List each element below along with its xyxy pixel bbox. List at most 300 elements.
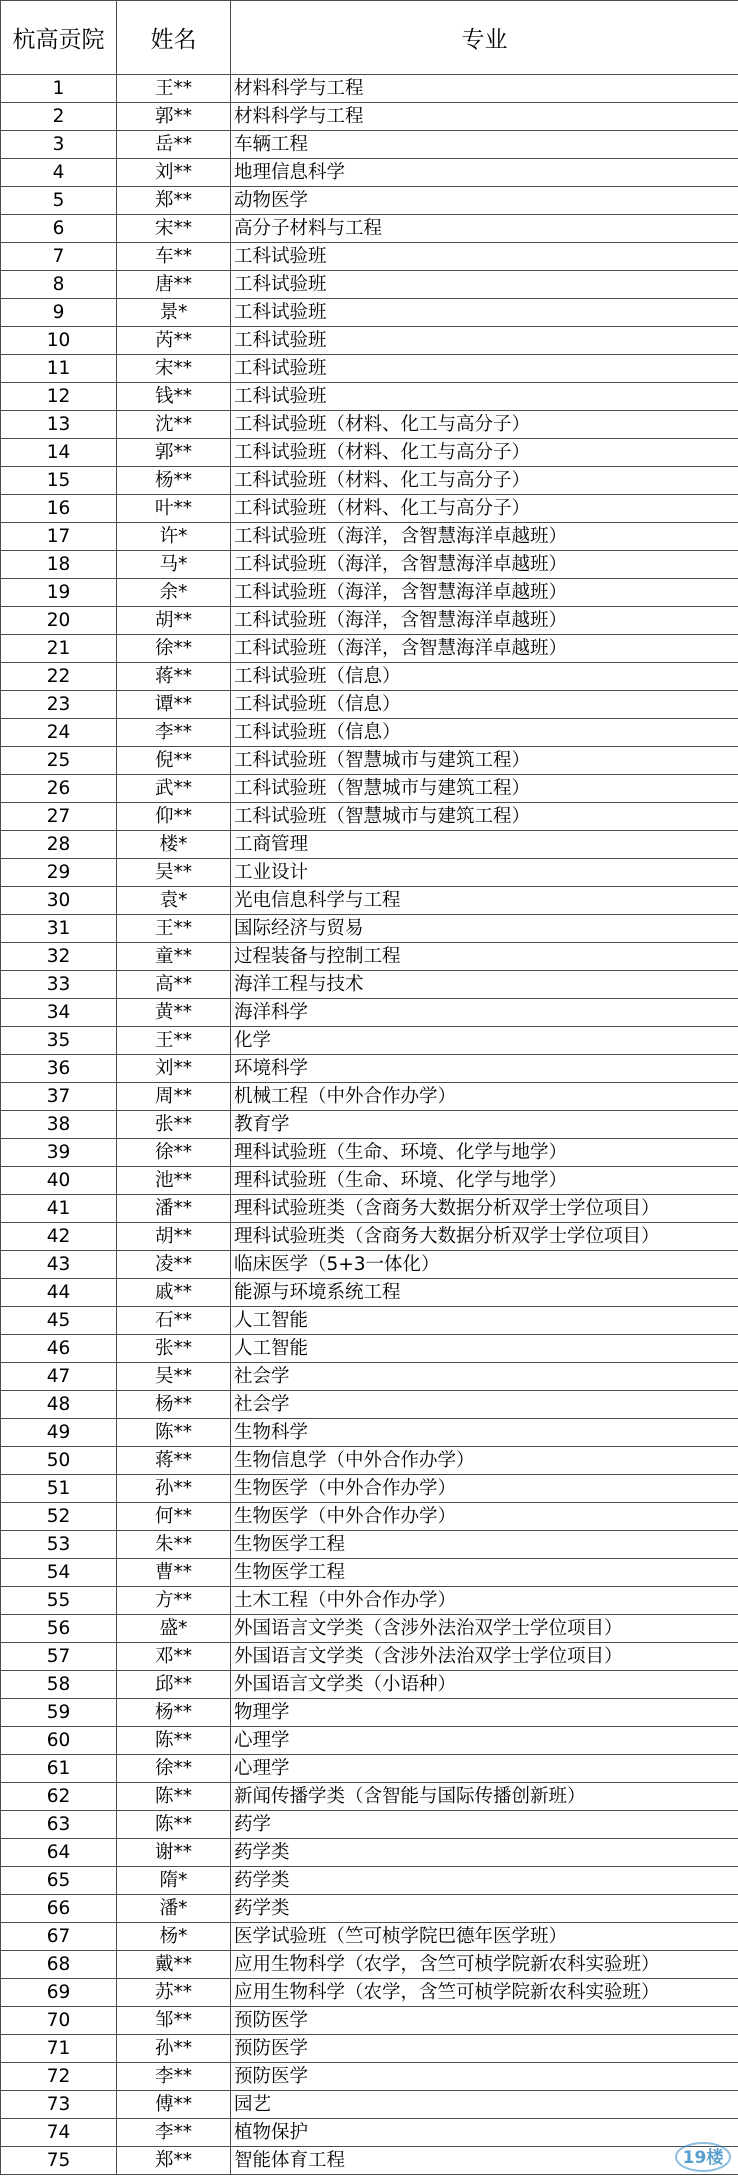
row-index: 71 — [1, 2035, 117, 2063]
row-major: 工科试验班（海洋，含智慧海洋卓越班） — [231, 551, 738, 579]
table-row — [1, 1055, 738, 1083]
table-row — [1, 1139, 738, 1167]
row-name: 戴** — [117, 1951, 231, 1979]
row-name: 邓** — [117, 1643, 231, 1671]
row-major: 药学类 — [231, 1895, 738, 1923]
row-major: 光电信息科学与工程 — [231, 887, 738, 915]
row-major: 工科试验班（信息） — [231, 719, 738, 747]
row-major: 理科试验班类（含商务大数据分析双学士学位项目） — [231, 1195, 738, 1223]
row-name: 杨** — [117, 1699, 231, 1727]
table-row — [1, 1867, 738, 1895]
row-name: 徐** — [117, 1139, 231, 1167]
header-major: 专业 — [231, 1, 738, 75]
row-major: 车辆工程 — [231, 131, 738, 159]
table-row — [1, 1671, 738, 1699]
table-row — [1, 1223, 738, 1251]
row-major: 材料科学与工程 — [231, 103, 738, 131]
row-name: 王** — [117, 1027, 231, 1055]
row-index: 26 — [1, 775, 117, 803]
table-row — [1, 131, 738, 159]
row-index: 29 — [1, 859, 117, 887]
row-name: 张** — [117, 1111, 231, 1139]
row-name: 孙** — [117, 1475, 231, 1503]
header-index: 杭高贡院 — [1, 1, 117, 75]
row-major: 生物信息学（中外合作办学） — [231, 1447, 738, 1475]
row-index: 34 — [1, 999, 117, 1027]
row-name: 陈** — [117, 1419, 231, 1447]
row-name: 刘** — [117, 1055, 231, 1083]
row-major: 工商管理 — [231, 831, 738, 859]
row-major: 社会学 — [231, 1391, 738, 1419]
row-name: 宋** — [117, 355, 231, 383]
row-major: 医学试验班（竺可桢学院巴德年医学班） — [231, 1923, 738, 1951]
table-row — [1, 1391, 738, 1419]
table-row — [1, 103, 738, 131]
row-major: 海洋科学 — [231, 999, 738, 1027]
row-name: 曹** — [117, 1559, 231, 1587]
table-row — [1, 271, 738, 299]
table-row — [1, 1951, 738, 1979]
row-index: 30 — [1, 887, 117, 915]
row-index: 22 — [1, 663, 117, 691]
table-row — [1, 439, 738, 467]
row-major: 人工智能 — [231, 1335, 738, 1363]
row-index: 33 — [1, 971, 117, 999]
table-row — [1, 1251, 738, 1279]
row-major: 预防医学 — [231, 2007, 738, 2035]
row-index: 35 — [1, 1027, 117, 1055]
row-index: 50 — [1, 1447, 117, 1475]
table-row — [1, 1643, 738, 1671]
row-index: 56 — [1, 1615, 117, 1643]
row-index: 70 — [1, 2007, 117, 2035]
row-index: 5 — [1, 187, 117, 215]
row-major: 药学类 — [231, 1839, 738, 1867]
row-index: 42 — [1, 1223, 117, 1251]
row-name: 谢** — [117, 1839, 231, 1867]
row-name: 何** — [117, 1503, 231, 1531]
row-name: 徐** — [117, 635, 231, 663]
row-index: 57 — [1, 1643, 117, 1671]
row-index: 61 — [1, 1755, 117, 1783]
table-row — [1, 943, 738, 971]
row-index: 66 — [1, 1895, 117, 1923]
row-index: 1 — [1, 75, 117, 103]
row-major: 社会学 — [231, 1363, 738, 1391]
table-row — [1, 803, 738, 831]
row-major: 心理学 — [231, 1755, 738, 1783]
row-index: 37 — [1, 1083, 117, 1111]
row-index: 17 — [1, 523, 117, 551]
row-index: 40 — [1, 1167, 117, 1195]
table-row — [1, 523, 738, 551]
table-row — [1, 1895, 738, 1923]
row-name: 陈** — [117, 1783, 231, 1811]
row-major: 工科试验班（智慧城市与建筑工程） — [231, 775, 738, 803]
row-name: 戚** — [117, 1279, 231, 1307]
row-major: 生物医学（中外合作办学） — [231, 1475, 738, 1503]
row-index: 6 — [1, 215, 117, 243]
row-name: 郭** — [117, 439, 231, 467]
header-name: 姓名 — [117, 1, 231, 75]
row-major: 工科试验班 — [231, 243, 738, 271]
table-row — [1, 327, 738, 355]
row-index: 60 — [1, 1727, 117, 1755]
row-major: 预防医学 — [231, 2063, 738, 2091]
row-index: 48 — [1, 1391, 117, 1419]
table-row — [1, 1027, 738, 1055]
row-major: 植物保护 — [231, 2119, 738, 2147]
row-name: 方** — [117, 1587, 231, 1615]
row-name: 景* — [117, 299, 231, 327]
table-row — [1, 1167, 738, 1195]
row-index: 39 — [1, 1139, 117, 1167]
row-name: 潘* — [117, 1895, 231, 1923]
row-name: 王** — [117, 915, 231, 943]
table-row — [1, 2147, 738, 2175]
row-name: 李** — [117, 2063, 231, 2091]
row-major: 工科试验班（智慧城市与建筑工程） — [231, 803, 738, 831]
table-row — [1, 411, 738, 439]
table-row — [1, 1811, 738, 1839]
row-major: 工科试验班（智慧城市与建筑工程） — [231, 747, 738, 775]
table-row — [1, 1475, 738, 1503]
row-name: 高** — [117, 971, 231, 999]
row-name: 王** — [117, 75, 231, 103]
row-major: 工科试验班（材料、化工与高分子） — [231, 439, 738, 467]
row-index: 23 — [1, 691, 117, 719]
row-index: 46 — [1, 1335, 117, 1363]
table-row — [1, 1419, 738, 1447]
table-row — [1, 2091, 738, 2119]
row-major: 新闻传播学类（含智能与国际传播创新班） — [231, 1783, 738, 1811]
table-row — [1, 1363, 738, 1391]
row-name: 石** — [117, 1307, 231, 1335]
row-index: 53 — [1, 1531, 117, 1559]
row-major: 教育学 — [231, 1111, 738, 1139]
row-major: 材料科学与工程 — [231, 75, 738, 103]
row-index: 28 — [1, 831, 117, 859]
row-index: 44 — [1, 1279, 117, 1307]
row-index: 16 — [1, 495, 117, 523]
row-name: 胡** — [117, 1223, 231, 1251]
row-major: 动物医学 — [231, 187, 738, 215]
row-major: 工科试验班（材料、化工与高分子） — [231, 467, 738, 495]
table-row — [1, 1979, 738, 2007]
site-watermark-logo — [674, 2135, 732, 2175]
row-major: 海洋工程与技术 — [231, 971, 738, 999]
row-name: 郑** — [117, 187, 231, 215]
row-name: 孙** — [117, 2035, 231, 2063]
row-index: 19 — [1, 579, 117, 607]
row-index: 8 — [1, 271, 117, 299]
row-major: 土木工程（中外合作办学） — [231, 1587, 738, 1615]
row-major: 生物医学工程 — [231, 1531, 738, 1559]
row-name: 谭** — [117, 691, 231, 719]
row-index: 63 — [1, 1811, 117, 1839]
row-name: 钱** — [117, 383, 231, 411]
row-major: 智能体育工程 — [231, 2147, 738, 2175]
row-index: 52 — [1, 1503, 117, 1531]
row-index: 51 — [1, 1475, 117, 1503]
row-major: 心理学 — [231, 1727, 738, 1755]
table-row — [1, 635, 738, 663]
table-row — [1, 1531, 738, 1559]
table-row — [1, 1587, 738, 1615]
row-name: 沈** — [117, 411, 231, 439]
table-row — [1, 1111, 738, 1139]
row-major: 高分子材料与工程 — [231, 215, 738, 243]
row-index: 20 — [1, 607, 117, 635]
row-index: 73 — [1, 2091, 117, 2119]
row-index: 38 — [1, 1111, 117, 1139]
row-name: 车** — [117, 243, 231, 271]
header-row — [1, 1, 738, 75]
row-major: 理科试验班类（含商务大数据分析双学士学位项目） — [231, 1223, 738, 1251]
row-name: 苏** — [117, 1979, 231, 2007]
row-name: 楼* — [117, 831, 231, 859]
row-index: 62 — [1, 1783, 117, 1811]
row-index: 15 — [1, 467, 117, 495]
row-name: 郑** — [117, 2147, 231, 2175]
row-name: 蒋** — [117, 1447, 231, 1475]
row-major: 工科试验班 — [231, 383, 738, 411]
row-major: 生物医学（中外合作办学） — [231, 1503, 738, 1531]
row-index: 12 — [1, 383, 117, 411]
row-major: 工科试验班 — [231, 327, 738, 355]
row-name: 周** — [117, 1083, 231, 1111]
row-index: 45 — [1, 1307, 117, 1335]
table-row — [1, 1755, 738, 1783]
row-index: 58 — [1, 1671, 117, 1699]
row-major: 应用生物科学（农学，含竺可桢学院新农科实验班） — [231, 1979, 738, 2007]
table-row — [1, 831, 738, 859]
row-name: 徐** — [117, 1755, 231, 1783]
row-index: 41 — [1, 1195, 117, 1223]
row-major: 能源与环境系统工程 — [231, 1279, 738, 1307]
table-row — [1, 1307, 738, 1335]
row-index: 14 — [1, 439, 117, 467]
row-name: 蒋** — [117, 663, 231, 691]
row-major: 机械工程（中外合作办学） — [231, 1083, 738, 1111]
row-index: 69 — [1, 1979, 117, 2007]
row-major: 生物医学工程 — [231, 1559, 738, 1587]
row-name: 武** — [117, 775, 231, 803]
row-major: 地理信息科学 — [231, 159, 738, 187]
row-name: 隋* — [117, 1867, 231, 1895]
row-name: 傅** — [117, 2091, 231, 2119]
row-major: 人工智能 — [231, 1307, 738, 1335]
row-name: 盛* — [117, 1615, 231, 1643]
row-index: 64 — [1, 1839, 117, 1867]
table-row — [1, 1503, 738, 1531]
row-index: 21 — [1, 635, 117, 663]
row-major: 工科试验班（海洋，含智慧海洋卓越班） — [231, 635, 738, 663]
row-name: 宋** — [117, 215, 231, 243]
table-row — [1, 355, 738, 383]
table-row — [1, 915, 738, 943]
row-major: 工科试验班（材料、化工与高分子） — [231, 411, 738, 439]
table-row — [1, 1559, 738, 1587]
row-major: 工科试验班（海洋，含智慧海洋卓越班） — [231, 579, 738, 607]
row-major: 环境科学 — [231, 1055, 738, 1083]
row-name: 童** — [117, 943, 231, 971]
row-index: 72 — [1, 2063, 117, 2091]
row-name: 胡** — [117, 607, 231, 635]
row-name: 李** — [117, 2119, 231, 2147]
row-name: 张** — [117, 1335, 231, 1363]
table-row — [1, 887, 738, 915]
row-name: 唐** — [117, 271, 231, 299]
row-index: 24 — [1, 719, 117, 747]
row-index: 2 — [1, 103, 117, 131]
row-name: 吴** — [117, 859, 231, 887]
row-index: 25 — [1, 747, 117, 775]
table-row — [1, 1279, 738, 1307]
table-row — [1, 691, 738, 719]
row-name: 许* — [117, 523, 231, 551]
row-index: 32 — [1, 943, 117, 971]
row-index: 43 — [1, 1251, 117, 1279]
row-major: 工科试验班 — [231, 271, 738, 299]
row-name: 朱** — [117, 1531, 231, 1559]
row-index: 18 — [1, 551, 117, 579]
table-row — [1, 243, 738, 271]
table-row — [1, 999, 738, 1027]
table-row — [1, 747, 738, 775]
row-name: 杨** — [117, 1391, 231, 1419]
table-row — [1, 2035, 738, 2063]
table-row — [1, 663, 738, 691]
row-major: 预防医学 — [231, 2035, 738, 2063]
table-row — [1, 1699, 738, 1727]
row-name: 池** — [117, 1167, 231, 1195]
table-row — [1, 1727, 738, 1755]
row-name: 陈** — [117, 1811, 231, 1839]
table-row — [1, 859, 738, 887]
row-name: 潘** — [117, 1195, 231, 1223]
table-row — [1, 579, 738, 607]
row-major: 物理学 — [231, 1699, 738, 1727]
table-row — [1, 383, 738, 411]
row-index: 68 — [1, 1951, 117, 1979]
table-row — [1, 1195, 738, 1223]
svg-text:19楼: 19楼 — [682, 2148, 724, 2168]
row-major: 工科试验班 — [231, 299, 738, 327]
row-name: 仰** — [117, 803, 231, 831]
row-major: 工科试验班（材料、化工与高分子） — [231, 495, 738, 523]
row-index: 55 — [1, 1587, 117, 1615]
row-index: 7 — [1, 243, 117, 271]
row-name: 倪** — [117, 747, 231, 775]
table-row — [1, 1335, 738, 1363]
row-name: 叶** — [117, 495, 231, 523]
row-major: 工科试验班（海洋，含智慧海洋卓越班） — [231, 607, 738, 635]
table-row — [1, 215, 738, 243]
table-row — [1, 299, 738, 327]
table-row — [1, 1615, 738, 1643]
table-row — [1, 551, 738, 579]
table-row — [1, 2119, 738, 2147]
row-name: 芮** — [117, 327, 231, 355]
row-index: 54 — [1, 1559, 117, 1587]
row-major: 国际经济与贸易 — [231, 915, 738, 943]
row-major: 生物科学 — [231, 1419, 738, 1447]
row-index: 74 — [1, 2119, 117, 2147]
row-major: 工科试验班（信息） — [231, 663, 738, 691]
row-name: 杨** — [117, 467, 231, 495]
row-name: 余* — [117, 579, 231, 607]
row-major: 应用生物科学（农学，含竺可桢学院新农科实验班） — [231, 1951, 738, 1979]
table-row — [1, 1783, 738, 1811]
row-index: 75 — [1, 2147, 117, 2175]
row-name: 杨* — [117, 1923, 231, 1951]
row-index: 10 — [1, 327, 117, 355]
table-row — [1, 495, 738, 523]
row-major: 工科试验班（海洋，含智慧海洋卓越班） — [231, 523, 738, 551]
row-major: 化学 — [231, 1027, 738, 1055]
table-row — [1, 187, 738, 215]
row-name: 黄** — [117, 999, 231, 1027]
row-major: 外国语言文学类（小语种） — [231, 1671, 738, 1699]
row-index: 9 — [1, 299, 117, 327]
table-body — [1, 75, 738, 2175]
row-name: 马* — [117, 551, 231, 579]
row-index: 31 — [1, 915, 117, 943]
table-row — [1, 971, 738, 999]
table-row — [1, 75, 738, 103]
table-row — [1, 467, 738, 495]
row-major: 临床医学（5+3一体化） — [231, 1251, 738, 1279]
row-name: 岳** — [117, 131, 231, 159]
row-major: 工科试验班（信息） — [231, 691, 738, 719]
row-index: 67 — [1, 1923, 117, 1951]
row-major: 理科试验班（生命、环境、化学与地学） — [231, 1167, 738, 1195]
row-index: 13 — [1, 411, 117, 439]
row-major: 外国语言文学类（含涉外法治双学士学位项目） — [231, 1615, 738, 1643]
row-index: 59 — [1, 1699, 117, 1727]
row-index: 36 — [1, 1055, 117, 1083]
row-name: 袁* — [117, 887, 231, 915]
row-index: 49 — [1, 1419, 117, 1447]
table-header — [1, 1, 738, 75]
row-name: 邹** — [117, 2007, 231, 2035]
table-row — [1, 2007, 738, 2035]
row-major: 药学类 — [231, 1867, 738, 1895]
row-index: 4 — [1, 159, 117, 187]
row-name: 吴** — [117, 1363, 231, 1391]
row-index: 11 — [1, 355, 117, 383]
row-major: 园艺 — [231, 2091, 738, 2119]
row-name: 刘** — [117, 159, 231, 187]
table-row — [1, 607, 738, 635]
row-name: 李** — [117, 719, 231, 747]
row-name: 邱** — [117, 1671, 231, 1699]
row-major: 理科试验班（生命、环境、化学与地学） — [231, 1139, 738, 1167]
row-index: 27 — [1, 803, 117, 831]
row-major: 工科试验班 — [231, 355, 738, 383]
table-row — [1, 2063, 738, 2091]
row-major: 外国语言文学类（含涉外法治双学士学位项目） — [231, 1643, 738, 1671]
table-row — [1, 1083, 738, 1111]
table-row — [1, 1923, 738, 1951]
row-name: 陈** — [117, 1727, 231, 1755]
row-index: 47 — [1, 1363, 117, 1391]
table-row — [1, 1839, 738, 1867]
row-major: 工业设计 — [231, 859, 738, 887]
table-row — [1, 719, 738, 747]
row-major: 药学 — [231, 1811, 738, 1839]
